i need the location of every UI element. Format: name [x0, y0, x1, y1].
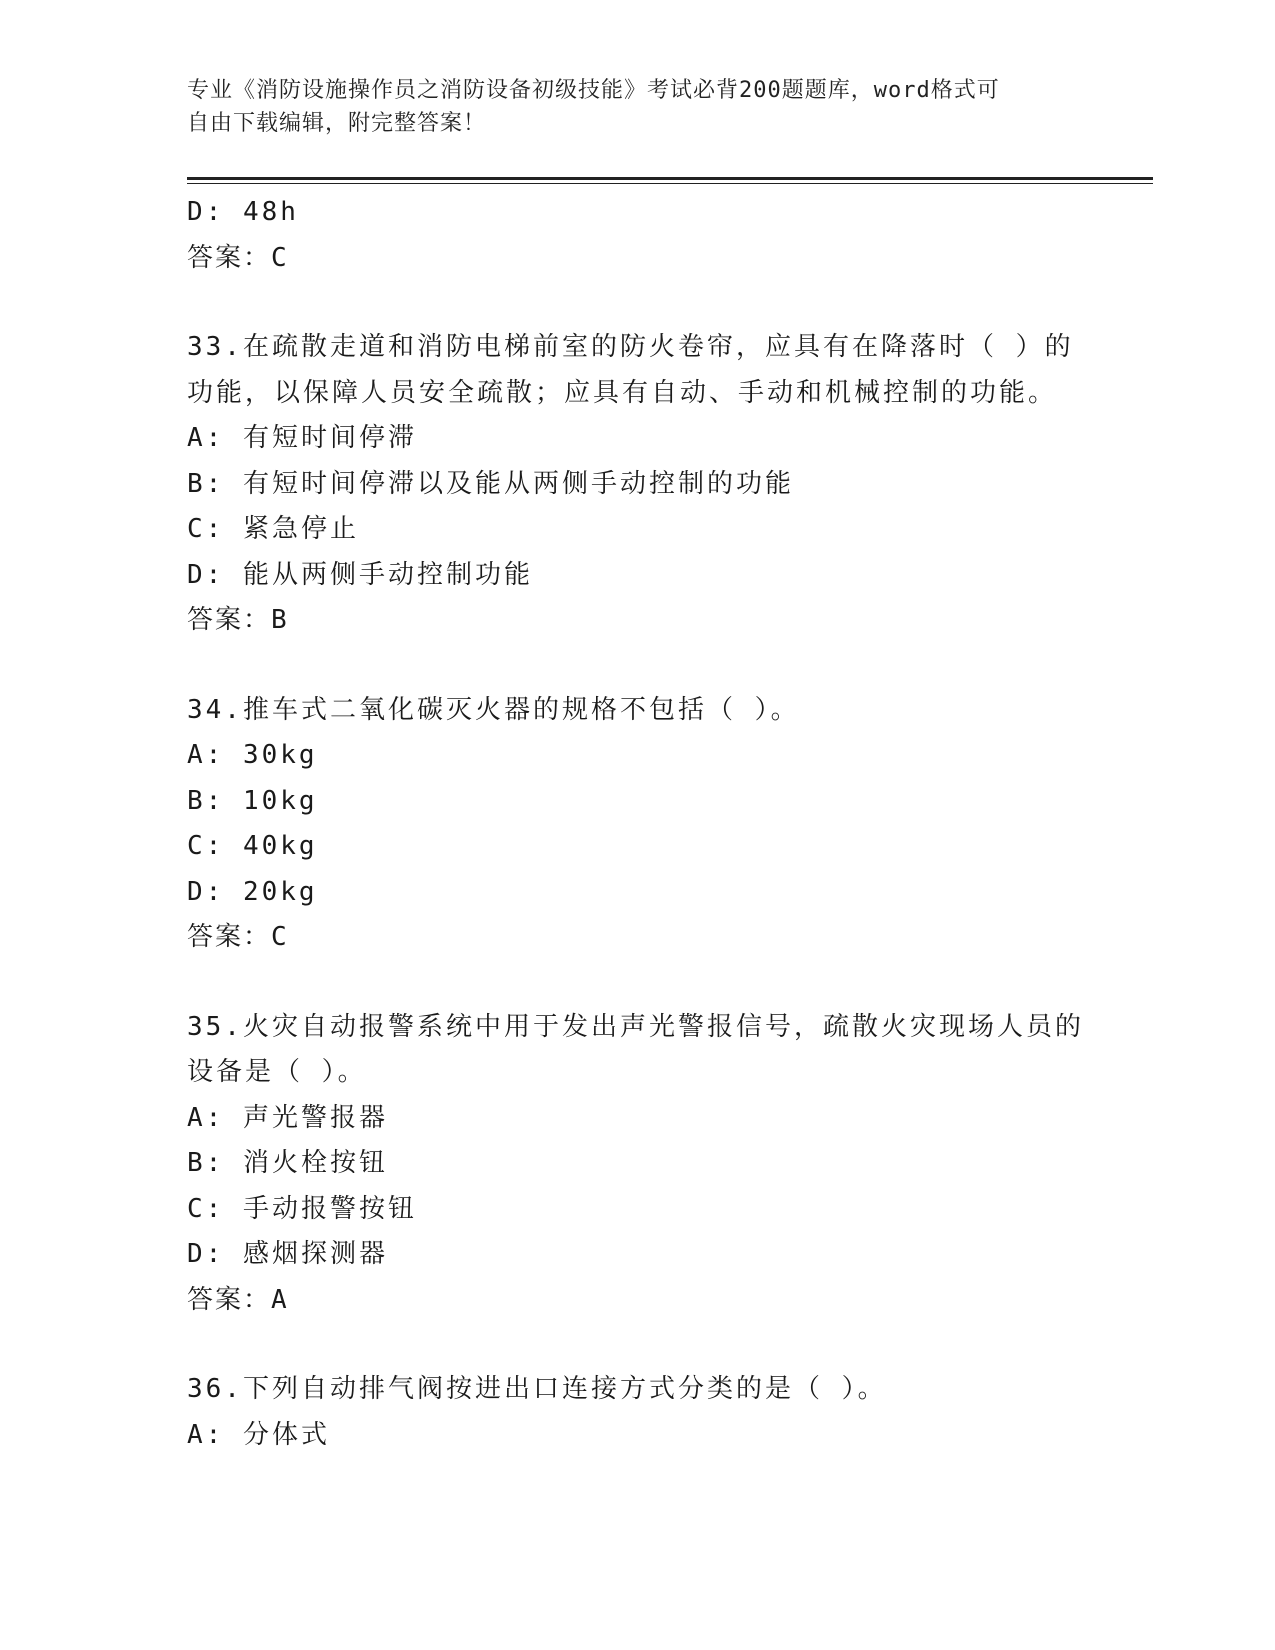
question-34-stem-line-1: 34.推车式二氧化碳灭火器的规格不包括（ ）。 — [187, 694, 800, 725]
header-line-1: 专业《消防设施操作员之消防设备初级技能》考试必背200题题库，word格式可 — [187, 78, 1000, 103]
question-33-option-a: A: 有短时间停滞 — [187, 423, 417, 453]
question-35-stem-line-2: 设备是（ ）。 — [187, 1057, 367, 1087]
question-35-option-d: D: 感烟探测器 — [187, 1239, 388, 1269]
answer-value: C — [271, 242, 289, 273]
section-gap — [187, 1323, 1087, 1367]
question-33-answer — [187, 598, 1087, 644]
answer-value: C — [271, 922, 289, 952]
header-line-2: 自由下载编辑，附完整答案！ — [187, 111, 487, 136]
question-35-option-c: C: 手动报警按钮 — [187, 1193, 417, 1224]
question-33-option-b: B: 有短时间停滞以及能从两侧手动控制的功能 — [187, 468, 794, 499]
answer-label: 答案： — [187, 1284, 272, 1315]
question-35-option-b: B: 消火栓按钮 — [187, 1148, 388, 1178]
question-36 — [187, 1367, 1087, 1458]
question-34-option-d: D: 20kg — [187, 876, 318, 907]
question-34-option-a: A: 30kg — [187, 740, 318, 770]
question-33-option-c: C: 紧急停止 — [187, 514, 359, 544]
question-33-stem-line-2: 功能，以保障人员安全疏散；应具有自动、手动和机械控制的功能。 — [187, 377, 1058, 408]
document-header — [187, 74, 1067, 140]
section-gap — [187, 961, 1087, 1005]
question-35-option-a: A: 声光警报器 — [187, 1102, 388, 1133]
answer-value: A — [271, 1284, 289, 1315]
question-33-stem-line-1: 33.在疏散走道和消防电梯前室的防火卷帘，应具有在降落时（ ）的 — [187, 332, 1074, 362]
question-36-stem-line-1: 36.下列自动排气阀按进出口连接方式分类的是（ ）。 — [187, 1374, 887, 1404]
section-gap — [187, 644, 1087, 688]
previous-answer — [187, 236, 1087, 282]
question-35 — [187, 1005, 1087, 1324]
answer-value: B — [271, 605, 289, 635]
question-35-answer — [187, 1278, 1087, 1324]
previous-option-d: D: 48h — [187, 197, 299, 227]
header-divider-thin — [187, 183, 1153, 184]
question-33-option-d: D: 能从两侧手动控制功能 — [187, 559, 533, 590]
answer-label: 答案： — [187, 922, 272, 952]
question-content — [187, 190, 1087, 1458]
question-33 — [187, 325, 1087, 644]
answer-label: 答案： — [187, 605, 272, 635]
answer-label: 答案： — [187, 242, 272, 273]
section-gap — [187, 281, 1087, 325]
question-34-option-b: B: 10kg — [187, 785, 318, 816]
question-35-stem-line-1: 35.火灾自动报警系统中用于发出声光警报信号，疏散火灾现场人员的 — [187, 1011, 1084, 1042]
question-34-answer — [187, 915, 1087, 961]
question-34 — [187, 688, 1087, 961]
header-divider-thick — [187, 177, 1153, 180]
question-36-option-a: A: 分体式 — [187, 1419, 330, 1450]
question-34-option-c: C: 40kg — [187, 831, 318, 861]
